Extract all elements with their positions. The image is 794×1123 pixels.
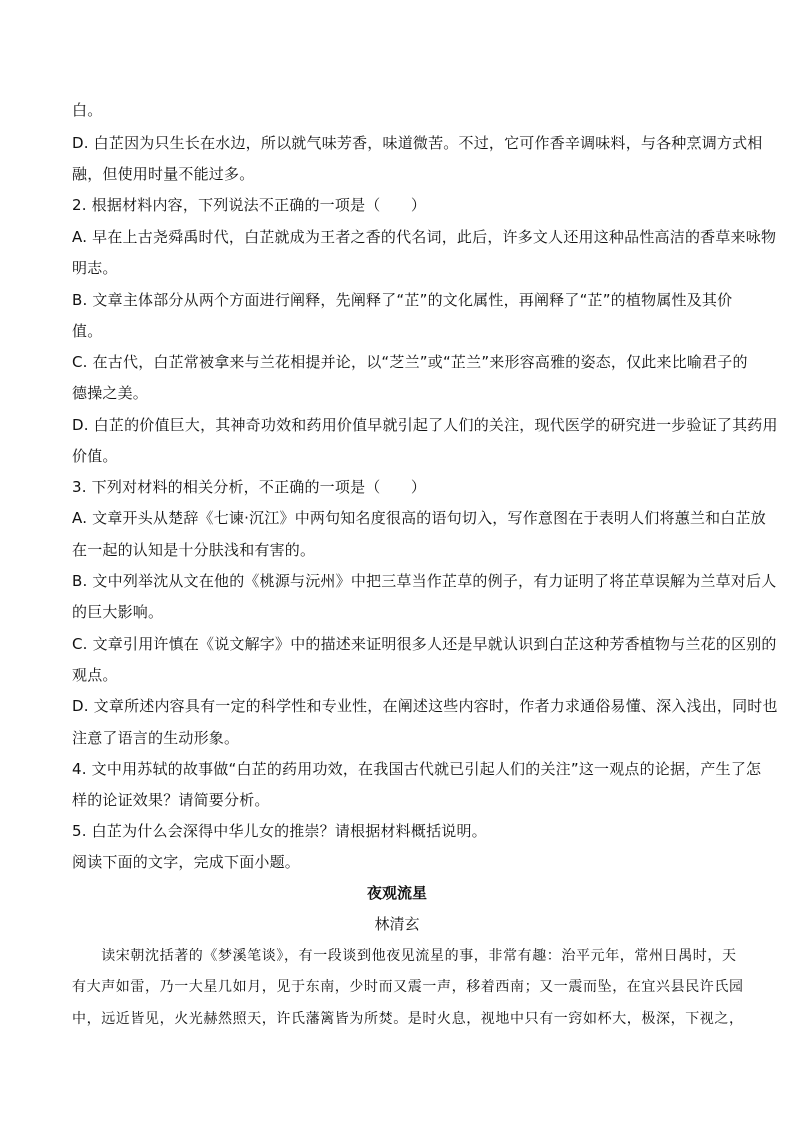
option-a: A. 早在上古尧舜禹时代，白芷就成为王者之香的代名词，此后，许多文人还用这种品性高洁的香草来咏物 xyxy=(72,228,777,246)
text-line: 明志。 xyxy=(72,259,118,277)
question-5: 5. 白芷为什么会深得中华儿女的推崇？请根据材料概括说明。 xyxy=(72,822,487,840)
option-d: D. 文章所述内容具有一定的科学性和专业性，在阐述这些内容时，作者力求通俗易懂、深入浅出，同时也 xyxy=(72,697,778,715)
question-3: 3. 下列对材料的相关分析，不正确的一项是（ ） xyxy=(72,478,427,496)
text-line: 样的论证效果？请简要分析。 xyxy=(72,791,270,809)
text-line: 价值。 xyxy=(72,447,118,465)
article-paragraph-line: 中，远近皆见，火光赫然照天，许氏藩篱皆为所焚。是时火息，视地中只有一窍如杯大，极深，下视之， xyxy=(72,1011,744,1027)
text-line: 德操之美。 xyxy=(72,384,149,402)
question-2: 2. 根据材料内容，下列说法不正确的一项是（ ） xyxy=(72,196,427,214)
option-a: A. 文章开头从楚辞《七谏·沉江》中两句知名度很高的语句切入，写作意图在于表明人们将蕙兰和白芷放 xyxy=(72,509,766,527)
reading-instruction: 阅读下面的文字，完成下面小题。 xyxy=(72,853,301,871)
text-line: 白。 xyxy=(72,101,103,119)
option-d: D. 白芷的价值巨大，其神奇功效和药用价值早就引起了人们的关注，现代医学的研究进一步验证了其药用 xyxy=(72,416,778,434)
text-line: D. 白芷因为只生长在水边，所以就气味芳香，味道微苦。不过，它可作香辛调味料，与各种烹调方式相 xyxy=(72,134,763,152)
text-line: 在一起的认知是十分肤浅和有害的。 xyxy=(72,541,316,559)
option-b: B. 文中列举沈从文在他的《桃源与沅州》中把三草当作芷草的例子，有力证明了将芷草误解为兰草对后人 xyxy=(72,572,777,590)
article-paragraph-line: 有大声如雷，乃一大星几如月，见于东南，少时而又震一声，移着西南；又一震而坠，在宜兴县民许氏园 xyxy=(72,979,744,995)
text-line: 观点。 xyxy=(72,666,118,684)
text-line: 值。 xyxy=(72,322,103,340)
option-c: C. 在古代，白芷常被拿来与兰花相提并论，以“芝兰”或“芷兰”来形容高雅的姿态，仅此来比喻君子的 xyxy=(72,353,748,371)
text-line: 的巨大影响。 xyxy=(72,603,164,621)
article-title: 夜观流星 xyxy=(366,884,427,902)
article-author: 林清玄 xyxy=(374,915,420,933)
option-c: C. 文章引用许慎在《说文解字》中的描述来证明很多人还是早就认识到白芷这种芳香植物与兰花的区别的 xyxy=(72,635,777,653)
article-paragraph-line: 读宋朝沈括著的《梦溪笔谈》，有一段谈到他夜见流星的事，非常有趣：治平元年，常州日禺时，天 xyxy=(72,948,737,964)
option-b: B. 文章主体部分从两个方面进行阐释，先阐释了“芷”的文化属性，再阐释了“芷”的植物属性及其价 xyxy=(72,291,733,309)
text-line: 注意了语言的生动形象。 xyxy=(72,729,240,747)
question-4: 4. 文中用苏轼的故事做“白芷的药用功效，在我国古代就已引起人们的关注”这一观点的论据，产生了怎 xyxy=(72,760,762,778)
text-line: 融，但使用时量不能过多。 xyxy=(72,165,255,183)
